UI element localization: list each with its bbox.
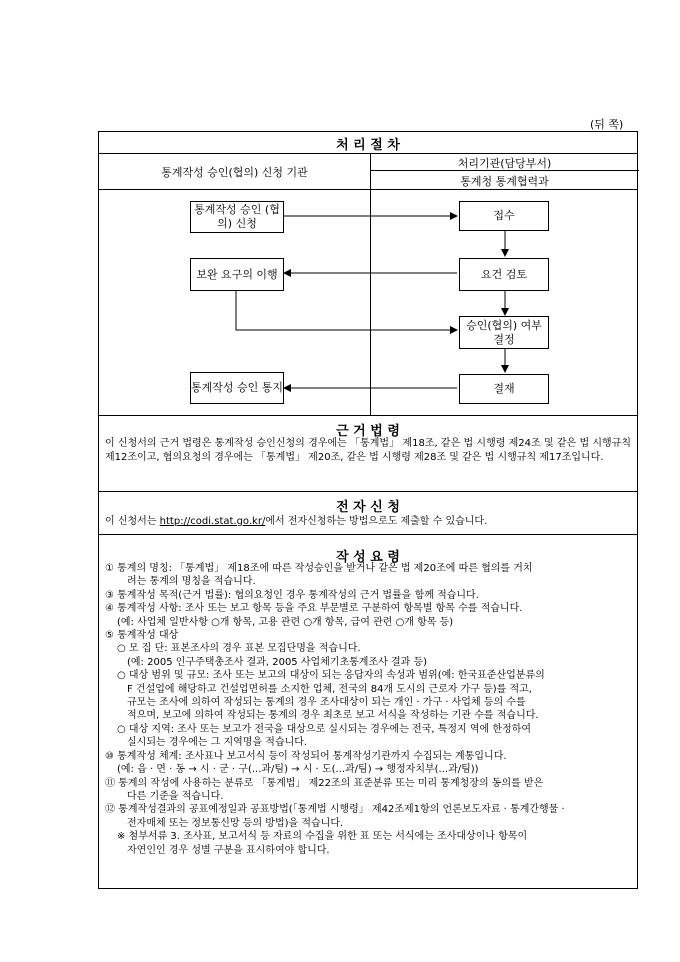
e-application-title: 전 자 신 청 xyxy=(336,500,400,515)
flow-box-decision: 승인(협의) 여부 결정 xyxy=(459,316,549,349)
instruction-line: ⑫ 통계작성결과의 공표예정일과 공표방법(「통계법 시행령」 제42조제1항의 언론보도자료 · 통계간행물 · xyxy=(105,804,565,816)
instruction-line: ※ 첨부서류 3. 조사표, 보고서식 등 자료의 수집을 위한 표 또는 서식에는 조사대상이나 항목이 xyxy=(117,831,528,843)
flow-box-supplement: 보완 요구의 이행 xyxy=(190,258,284,291)
legal-basis-text: 이 신청서의 근거 법령은 통계작성 승인신청의 경우에는 「통계법」 제18조, 같은 법 시행령 제24조 및 같은 법 시행규칙 제12조이고, 협의요청의 경우에는 「통계법」 제20조, 같은 법 시행령 제28조 및 같은 법 시행규칙 제17조입니다. xyxy=(105,438,631,463)
instruction-line: (예: 사업체 일반사항 ○개 항목, 고용 관련 ○개 항목, 급여 관련 ○개 항목 등) xyxy=(117,616,454,628)
flow-box-receipt: 접수 xyxy=(459,201,549,231)
divider xyxy=(99,491,637,492)
flow-box-approval: 결재 xyxy=(459,374,549,404)
page-side-note: (뒤 쪽) xyxy=(590,118,624,131)
instruction-line: 다른 기준을 적습니다. xyxy=(127,790,224,802)
instruction-line: 규모는 조사에 의하여 작성되는 통계의 경우 조사대상이 되는 개인 · 가구 · 사업체 등의 수를 xyxy=(127,697,526,709)
instruction-line: 자연인인 경우 성별 구분을 표시하여야 합니다. xyxy=(127,844,330,856)
instruction-line: ⑪ 통계의 작성에 사용하는 분류로 「통계법」 제22조의 표준분류 또는 미리 통계청장의 동의를 받은 xyxy=(105,777,544,789)
e-application-text xyxy=(105,515,631,529)
instruction-line: ③ 통계작성 목적(근거 법률): 협의요청인 경우 통계작성의 근거 법률을 함께 적습니다. xyxy=(105,589,479,601)
flow-box-application: 통계작성 승인 (협의) 신청 xyxy=(190,201,284,233)
instruction-line: F 건설업에 해당하고 건설업면허를 소지한 업체, 전국의 84개 도시의 근로자 가구 등)를 적고, xyxy=(127,683,532,695)
instructions-title: 작 성 요 령 xyxy=(336,550,400,565)
instruction-line: 려는 통계의 명칭을 적습니다. xyxy=(127,576,256,588)
e-application-link[interactable]: http://codi.stat.go.kr/ xyxy=(159,516,266,527)
instruction-line: ○ 대상 범위 및 규모: 조사 또는 보고의 대상이 되는 응답자의 속성과 범위(예: 한국표준산업분류의 xyxy=(117,670,545,682)
form-frame xyxy=(98,131,638,889)
instruction-line: (예: 읍 · 면 · 동 → 시 · 군 · 구(...과/팀) → 시 · 도(...과/팀) → 행정자치부(...과/팀)) xyxy=(117,764,479,776)
instruction-line: ⑤ 통계작성 대상 xyxy=(105,630,179,642)
e-application-text-before: 이 신청서는 xyxy=(105,516,160,527)
instruction-line: ⑩ 통계작성 체계: 조사표나 보고서식 등이 작성되어 통계작성기관까지 수집되는 계통입니다. xyxy=(105,750,507,762)
flow-arrow xyxy=(236,291,457,330)
instruction-line: 실시되는 경우에는 그 지역명을 적습니다. xyxy=(127,737,308,749)
processor-department: 통계청 통계협력과 xyxy=(460,175,549,188)
instruction-line: ① 통계의 명칭: 「통계법」 제18조에 따른 작성승인을 받거나 같은 법 제20조에 따른 협의를 거치 xyxy=(105,563,533,574)
applicant-header: 통계작성 승인(협의) 신청 기관 xyxy=(161,166,308,179)
flow-box-notification: 통계작성 승인 통지 xyxy=(190,372,284,404)
instruction-line: ○ 모 집 단: 표본조사의 경우 표본 모집단명을 적습니다. xyxy=(117,643,361,655)
divider xyxy=(99,534,637,535)
instruction-line: 전자매체 또는 정보통신망 등의 방법)을 적습니다. xyxy=(127,817,344,829)
instruction-line: ○ 대상 지역: 조사 또는 보고가 전국을 대상으로 실시되는 경우에는 전국, 특정지 역에 한정하여 xyxy=(117,723,532,735)
instructions-list xyxy=(105,562,631,857)
procedure-title: 처 리 절 차 xyxy=(336,138,400,153)
instruction-line: 적으며, 보고에 의하여 작성되는 통계의 경우 최초로 보고 서식을 작성하는 기관 수를 적습니다. xyxy=(127,710,539,722)
e-application-text-after: 에서 전자신청하는 방법으로도 제출할 수 있습니다. xyxy=(265,516,488,527)
flow-box-review: 요건 검토 xyxy=(459,258,549,291)
instruction-line: ④ 통계작성 사항: 조사 또는 보고 항목 등을 주요 부문별로 구분하여 항목별 항목 수를 적습니다. xyxy=(105,603,523,615)
legal-basis-title: 근 거 법 령 xyxy=(336,424,400,439)
procedure-flowchart xyxy=(99,132,639,422)
processor-header: 처리기관(담당부서) xyxy=(457,157,552,170)
instruction-line: (예: 2005 인구주택총조사 결과, 2005 사업체기초통계조사 결과 등) xyxy=(127,656,428,668)
divider xyxy=(99,415,637,416)
